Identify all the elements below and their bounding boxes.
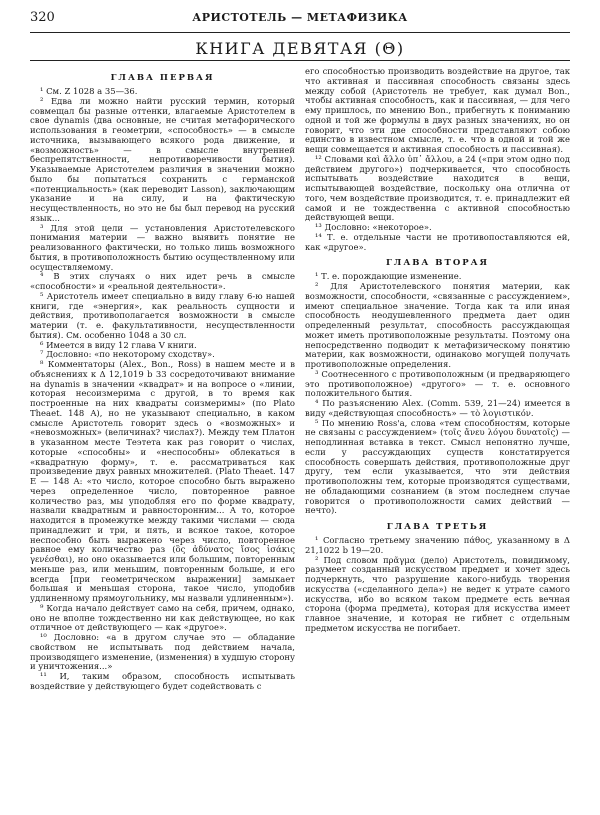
- footnote: ⁵ По мнению Ross'а, слова «тем способностям, которые не связаны с рассуждением» (τοῖς ἄνευ λόγου δυνατοῖς) — неподлинная вставка в текст. Смысл непонятно лучше, если у рассуждающих существ констатируется способность совершать действия, противоположные друг другу, тем если указывается, что эти действия противоположны тем, которые производятся существами, не обладающими сознанием (в этом последнем случае говорится о противоположности самих действий — нечто).: [305, 417, 570, 516]
- chapter-heading-3: ГЛАВА ТРЕТЬЯ: [386, 522, 489, 532]
- book-title: КНИГА ДЕВЯТАЯ (Θ): [30, 39, 570, 61]
- footnote: ⁹ Когда начало действует само на себя, причем, однако, оно не вполне тождественно ни как действующее, но как отличное от действующего — как «другое».: [30, 602, 295, 633]
- footnote: ³ Для этой цели — установления Аристотелевского понимания материи — важно выявить понятие не реализованного фактически, но только лишь возможного бытия, в противоположность бытию осуществленному или осуществляемому.: [30, 222, 295, 272]
- footnote: ¹ Согласно третьему значению πάθος, указанному в Δ 21,1022 b 19—20.: [305, 535, 570, 555]
- footnote: ² Под словом πρᾶγμα (дело) Аристотель, повидимому, разумеет созданный искусством предмет и хочет здесь подчеркнуть, что разрушение какого-нибудь творения искусства («сделанного дела») не ведет к утрате самого искусства, ибо во всяком таком предмете есть вечная сторона (форма предмета), которая для искусства имеет главное значение, и которая не гибнет с отдельным предметом искусства не погибает.: [305, 554, 570, 633]
- footnote: ¹¹ И, таким образом, способность испытывать воздействие у действующего будет содействовать с: [30, 671, 295, 691]
- page-header: [30, 10, 570, 33]
- chapter-heading-2: ГЛАВА ВТОРАЯ: [385, 258, 490, 269]
- footnote: ⁶ Имеется в виду 12 глава V книги.: [40, 339, 197, 350]
- footnote: ¹⁰ Дословно: «а в другом случае это — обладание свойством не испытывать под действием начала, производящего изменение, (изменения) в худшую сторону и уничтожения...»: [30, 632, 295, 672]
- footnote: ⁴ В этих случаях о них идет речь в смысле «способности» и «реальной деятельности».: [30, 271, 295, 291]
- footnote: ² Едва ли можно найти русский термин, который совмещал бы разные оттенки, влагаемые Аристотелем в свое dynamis (два основные, не считая метафорического использования в геометрии, «способность» — в смысле источника, вызывающего всякого рода движение, и «возможность» — в смысле внутренней беспрепятственности, непротиворечивости бытия). Указываемые Аристотелем различия в значении можно было бы попытаться сохранить с германской «потенциальность» (как переводит Lasson), заключающим указание и на силу, и на фактическую несуществленность, но это не бы был перевод на русский язык...: [30, 95, 295, 223]
- left-column: [30, 67, 295, 692]
- two-column-body: [30, 67, 570, 692]
- footnote: ¹ См. Z 1028 a 35—36.: [40, 86, 138, 96]
- right-column: [305, 67, 570, 692]
- page-number: 320: [30, 10, 55, 25]
- footnote: ⁵ Аристотель имеет специально в виду главу 6-ю нашей книги, где «энергия», как реальность сущности и действия, противополагается возможности в смысле материи (т. е. факультативности, несуществленности бытия). См. особенно 1048 a 30 сл.: [30, 290, 295, 340]
- footnote: ¹³ Дословно: «некоторое».: [315, 222, 432, 232]
- footnote: ⁸ Комментаторы (Alex., Bon., Ross) в нашем месте и в объяснениях к Δ 12,1019 b 33 сосредоточивают внимание на dynamis в значении «квадрат» и на вопросе о «линии, которая несоизмерима с другой, в то время как построенные на них квадраты соизмеримы» (по Plato Theaet. 148 A), но не указывают специально, в каком смысле Аристотель говорит здесь о «возможных» и «невозможных» (величинах? числах?). Между тем Платон в указанном месте Теэтета как раз говорит о числах, которые «способны» и «неспособны» облекаться в «квадратную форму», т. е. рассматриваться как произведение двух равных множителей. (Plato Theaet. 147 E — 148 A: «то число, которое способно быть выражено через определенное число, повторенное равное количество раз, мы уподобляя его по форме квадрату, назвали квадратным и равносторонним... А то, которое находится в промежутке между такими числами — сюда принадлежит и три, и пять, и всякое такое, которое неспособно быть выражено через число, повторенное равное ему количество раз (ὃς ἀδύνατος ἴσος ἰσάκις γενέσθαι), но оно оказывается или большим, повторенным меньше раз, или меньшим, повторенным больше, и его всегда [при геометрическом выражении] замыкает большая и меньшая сторона, такое число, уподобив удлиненному прямоугольнику, мы назвали удлиненным»).: [30, 359, 295, 603]
- running-title: АРИСТОТЕЛЬ — МЕТАФИЗИКА: [192, 11, 408, 24]
- footnote: ² Для Аристотелевского понятия материи, как возможности, способности, «связанные с рассуждением», имеют специальное значение. Тогда как та или иная способность неодушевленного предмета дает один определенный результат, способность рассуждающая может иметь противоположные результаты. Поэтому она непосредственно подводит к метафизическому понятию материи, как возможности, одинаково могущей получать противоположные определения.: [305, 281, 570, 369]
- footnote: ³ Соотнесенного с противоположным (и предваряющего это противоположное) «другого» — т. е. основного положительного бытия.: [305, 368, 570, 399]
- footnote: ¹² Словами καὶ ἄλλο ὑπ᾿ ἄλλου, a 24 («при этом одно под действием другого») подчеркивается, что способность испытывать воздействие находится в вещи, испытывающей воздействие, поскольку она отлична от того, чем воздействие производится, т. е. принадлежит ей самой и не тождественна с активной способностью действующей вещи.: [305, 153, 570, 223]
- chapter-heading-1: ГЛАВА ПЕРВАЯ: [110, 73, 215, 83]
- page: [30, 10, 570, 806]
- footnote: ⁴ По разъяснению Alex. (Comm. 539, 21—24) имеется в виду «действующая способность» — τὸ λογιστικόν.: [305, 398, 570, 418]
- footnote-continuation: его способностью производить воздействие на другое, так что активная и пассивная способность связаны здесь между собой (Аристотель не требует, как думал Bon., чтобы активная способность, как и пассивная, — для чего ему пришлось, по мнению Bon., прибегнуть к пониманию одной и той же формулы в двух разных значениях, но он говорит, что эти две способности представляют собою единство в известном смысле, т. е. что в одной и той же вещи совмещается и активная способность и пассивная).: [305, 66, 570, 154]
- footnote: ¹⁴ Т. е. отдельные части не противопоставляются ей, как «другое».: [305, 231, 570, 252]
- footnote: ¹ Т. е. порождающие изменение.: [315, 271, 462, 282]
- footnote: ⁷ Дословно: «по некоторому сходству».: [40, 349, 215, 360]
